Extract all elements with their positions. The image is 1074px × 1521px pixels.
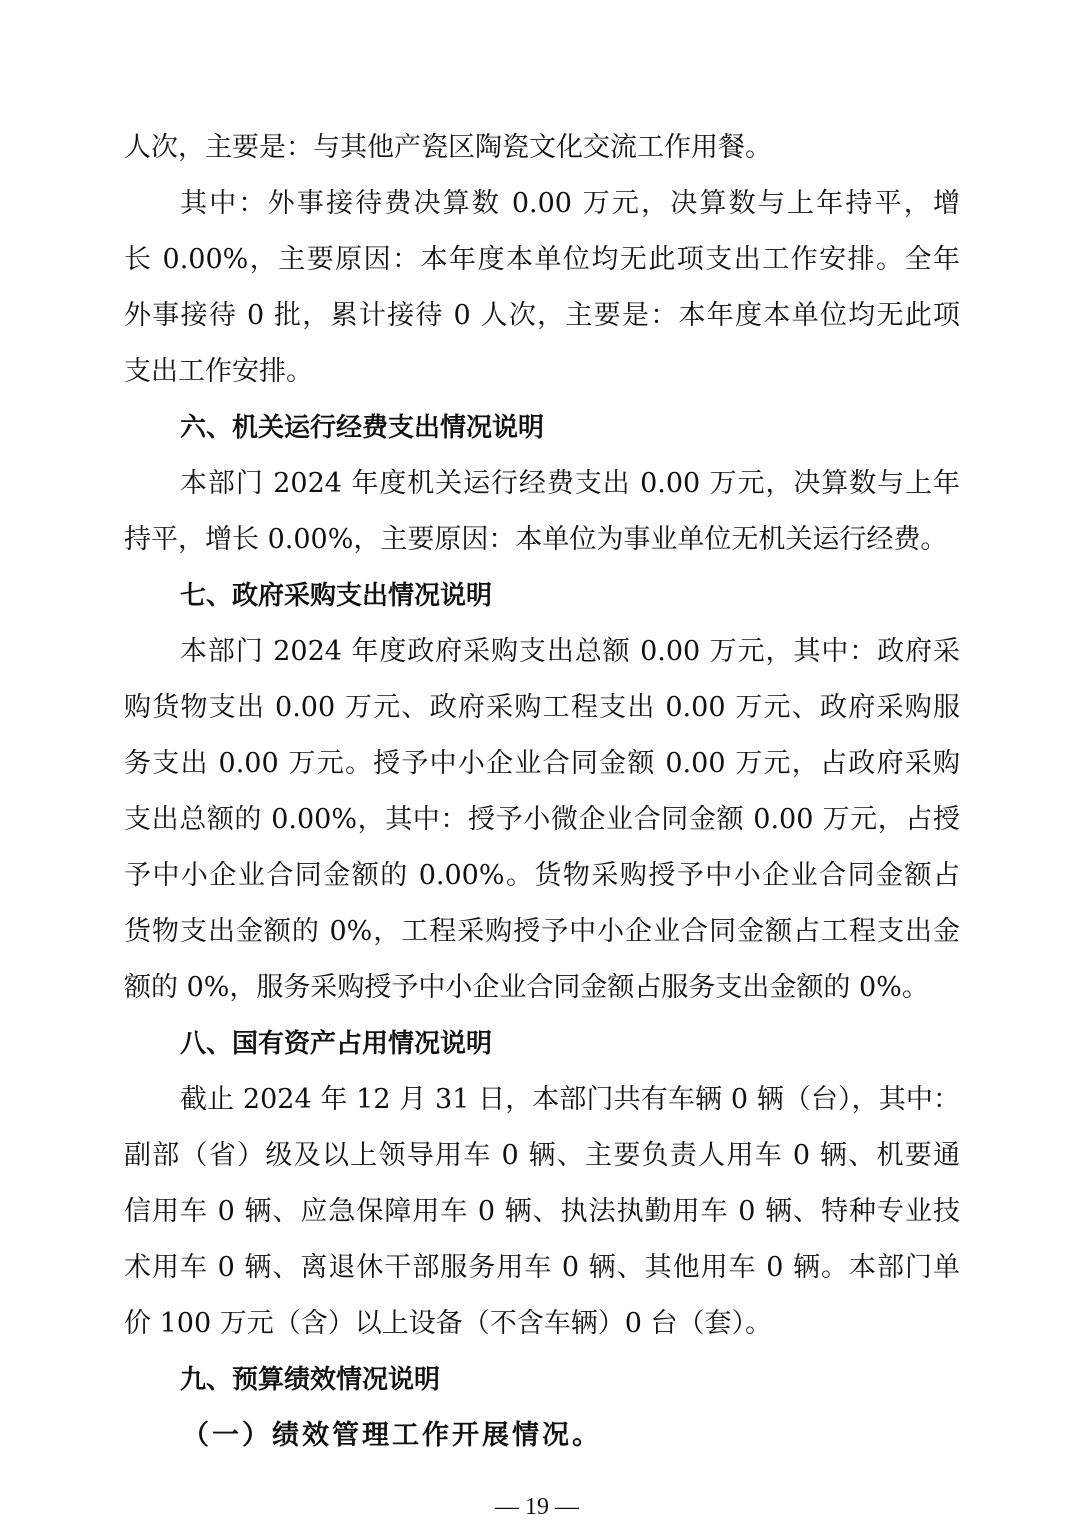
paragraph [124, 176, 960, 400]
text-line: 长 0.00%，主要原因：本年度本单位均无此项支出工作安排。全年 [124, 244, 960, 275]
text-line: 信用车 0 辆、应急保障用车 0 辆、执法执勤用车 0 辆、特种专业技 [124, 1196, 960, 1227]
text-line: 务支出 0.00 万元。授予中小企业合同金额 0.00 万元，占政府采购 [124, 748, 960, 779]
text-line: （一）绩效管理工作开展情况。 [182, 1420, 602, 1451]
paragraph [124, 624, 960, 1016]
text-line: 术用车 0 辆、离退休干部服务用车 0 辆、其他用车 0 辆。本部门单 [124, 1252, 960, 1283]
text-line: 截止 2024 年 12 月 31 日，本部门共有车辆 0 辆（台），其中： [180, 1084, 960, 1115]
text-line: 人次，主要是：与其他产瓷区陶瓷文化交流工作用餐。 [124, 132, 772, 163]
text-line: 八、国有资产占用情况说明 [180, 1029, 493, 1059]
text-line: 货物支出金额的 0%，工程采购授予中小企业合同金额占工程支出金 [124, 916, 960, 947]
section-heading [124, 1352, 960, 1408]
text-line: 价 100 万元（含）以上设备（不含车辆）0 台（套）。 [124, 1308, 772, 1339]
text-line: 其中：外事接待费决算数 0.00 万元，决算数与上年持平，增 [180, 188, 960, 219]
text-line: 外事接待 0 批，累计接待 0 人次，主要是：本年度本单位均无此项 [124, 300, 960, 331]
text-line: 副部（省）级及以上领导用车 0 辆、主要负责人用车 0 辆、机要通 [124, 1140, 960, 1171]
paragraph [124, 120, 960, 176]
section-heading [124, 1016, 960, 1072]
text-line: 六、机关运行经费支出情况说明 [180, 413, 545, 443]
text-line: 予中小企业合同金额的 0.00%。货物采购授予中小企业合同金额占 [124, 860, 960, 891]
text-line: 额的 0%，服务采购授予中小企业合同金额占服务支出金额的 0%。 [124, 972, 929, 1003]
text-line: 购货物支出 0.00 万元、政府采购工程支出 0.00 万元、政府采购服 [124, 692, 960, 723]
text-line: 支出总额的 0.00%，其中：授予小微企业合同金额 0.00 万元，占授 [124, 804, 960, 835]
paragraph [124, 1072, 960, 1352]
text-line: 支出工作安排。 [124, 356, 313, 387]
text-line: 本部门 2024 年度政府采购支出总额 0.00 万元，其中：政府采 [180, 636, 960, 667]
text-line: 九、预算绩效情况说明 [180, 1365, 441, 1395]
text-line: 本部门 2024 年度机关运行经费支出 0.00 万元，决算数与上年 [180, 468, 960, 499]
page-number: — 19 — [495, 1494, 579, 1520]
document-body [124, 120, 960, 1464]
text-line: 七、政府采购支出情况说明 [180, 581, 493, 611]
section-heading [124, 400, 960, 456]
subsection-heading [124, 1408, 960, 1464]
section-heading [124, 568, 960, 624]
text-line: 持平，增长 0.00%，主要原因：本单位为事业单位无机关运行经费。 [124, 524, 948, 555]
paragraph [124, 456, 960, 568]
